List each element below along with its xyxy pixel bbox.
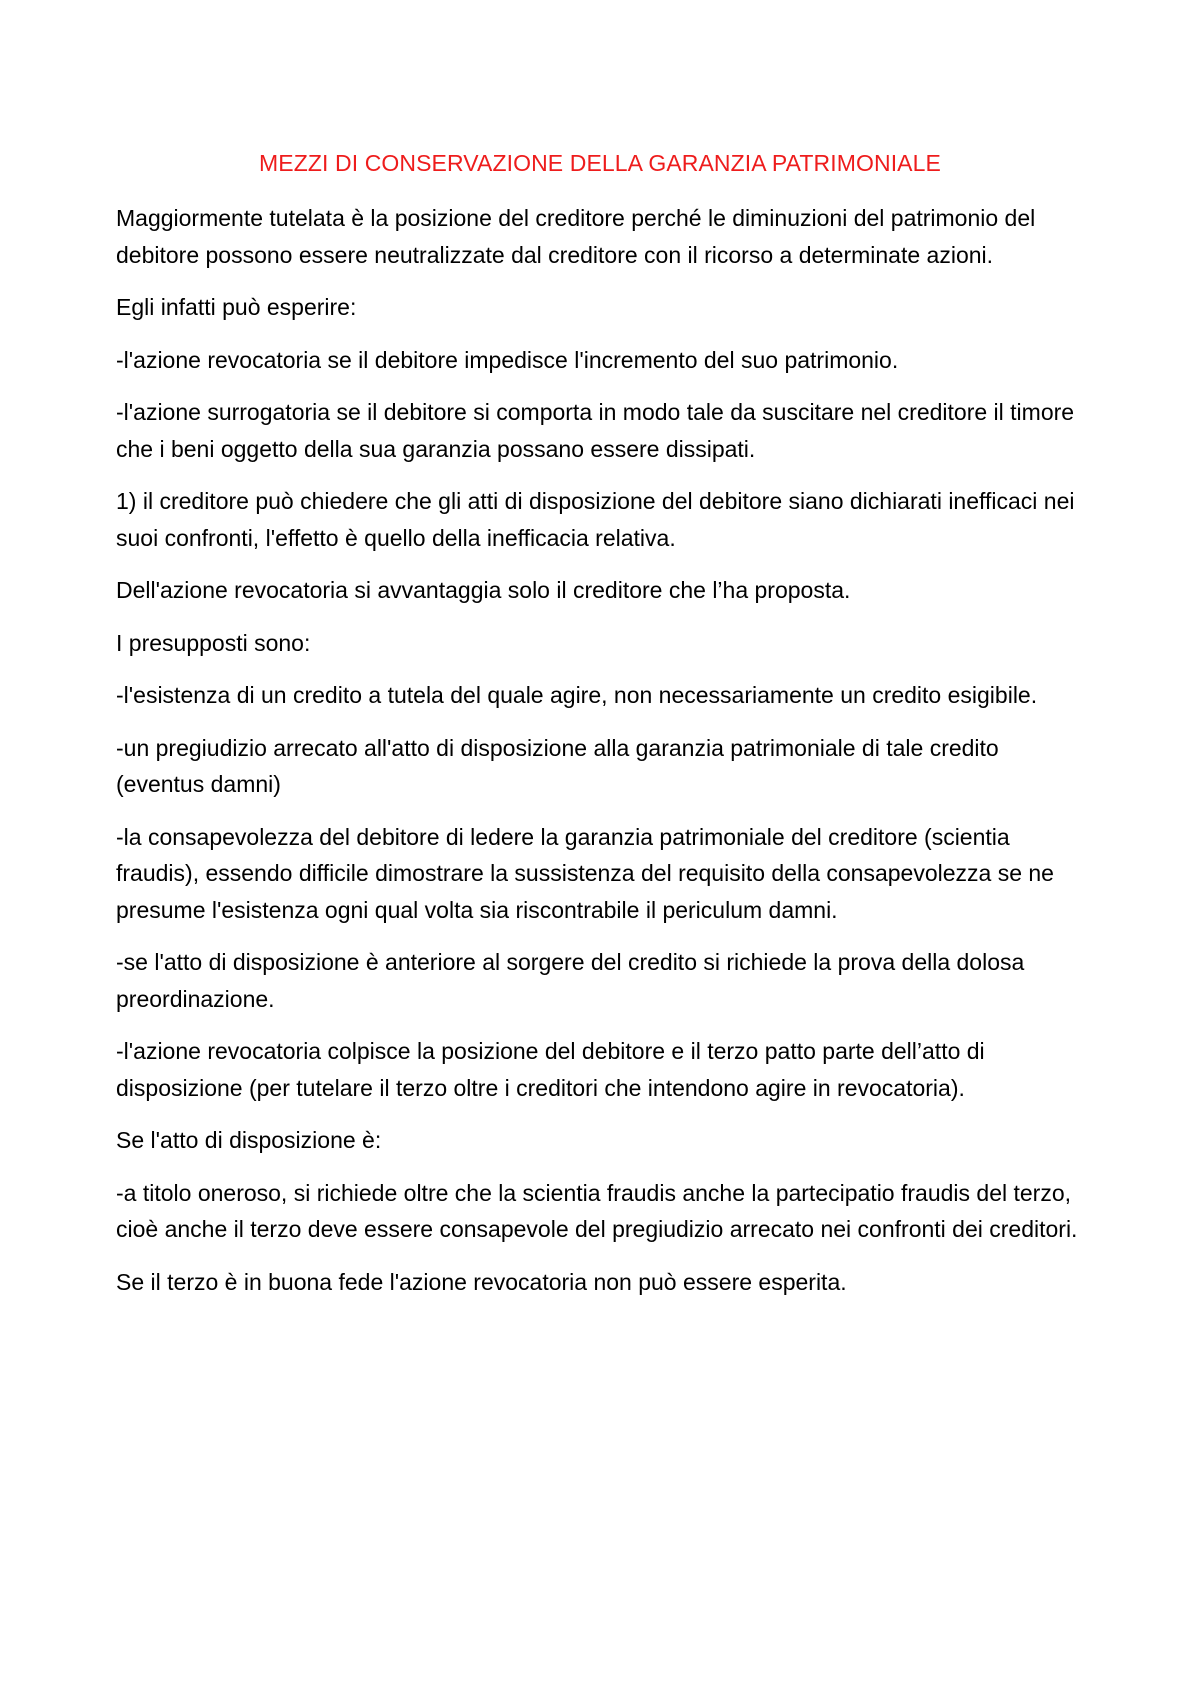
paragraph: -se l'atto di disposizione è anteriore al sorgere del credito si richiede la prova della dolosa preordinazione. [116, 949, 1025, 1012]
paragraph: -l'azione revocatoria se il debitore impedisce l'incremento del suo patrimonio. [116, 346, 899, 373]
paragraph: -un pregiudizio arrecato all'atto di disposizione alla garanzia patrimoniale di tale credito (eventus damni) [116, 734, 999, 797]
paragraph: -l'azione revocatoria colpisce la posizione del debitore e il terzo patto parte dell’atto di disposizione (per tutelare il terzo oltre i creditori che intendono agire in revocatoria). [116, 1038, 985, 1101]
paragraph: -l'esistenza di un credito a tutela del quale agire, non necessariamente un credito esigibile. [116, 682, 1038, 708]
paragraph: -la consapevolezza del debitore di ledere la garanzia patrimoniale del creditore (scientia fraudis), essendo difficile dimostrare la sussistenza del requisito della consapevolezza se ne presume l'esistenza ogni qual volta sia riscontrabile il periculum damni. [116, 823, 1054, 923]
document-body [116, 200, 1091, 1316]
paragraph: -l'azione surrogatoria se il debitore si comporta in modo tale da suscitare nel creditore il timore che i beni oggetto della sua garanzia possano essere dissipati. [116, 399, 1075, 462]
paragraph: Se l'atto di disposizione è: [116, 1127, 382, 1153]
paragraph: Dell'azione revocatoria si avvantaggia solo il creditore che l’ha proposta. [116, 577, 851, 603]
paragraph: Maggiormente tutelata è la posizione del creditore perché le diminuzioni del patrimonio del debitore possono essere neutralizzate dal creditore con il ricorso a determinate azioni. [116, 205, 1036, 268]
paragraph: Se il terzo è in buona fede l'azione revocatoria non può essere esperita. [116, 1268, 847, 1295]
paragraph: Egli infatti può esperire: [116, 294, 357, 320]
document-title: MEZZI DI CONSERVAZIONE DELLA GARANZIA PATRIMONIALE [259, 150, 941, 176]
paragraph: I presupposti sono: [116, 629, 311, 656]
paragraph: 1) il creditore può chiedere che gli atti di disposizione del debitore siano dichiarati inefficaci nei suoi confronti, l'effetto è quello della inefficacia relativa. [116, 488, 1075, 551]
paragraph: -a titolo oneroso, si richiede oltre che la scientia fraudis anche la partecipatio fraudis del terzo, cioè anche il terzo deve essere consapevole del pregiudizio arrecato nei confronti dei creditori. [116, 1179, 1078, 1242]
